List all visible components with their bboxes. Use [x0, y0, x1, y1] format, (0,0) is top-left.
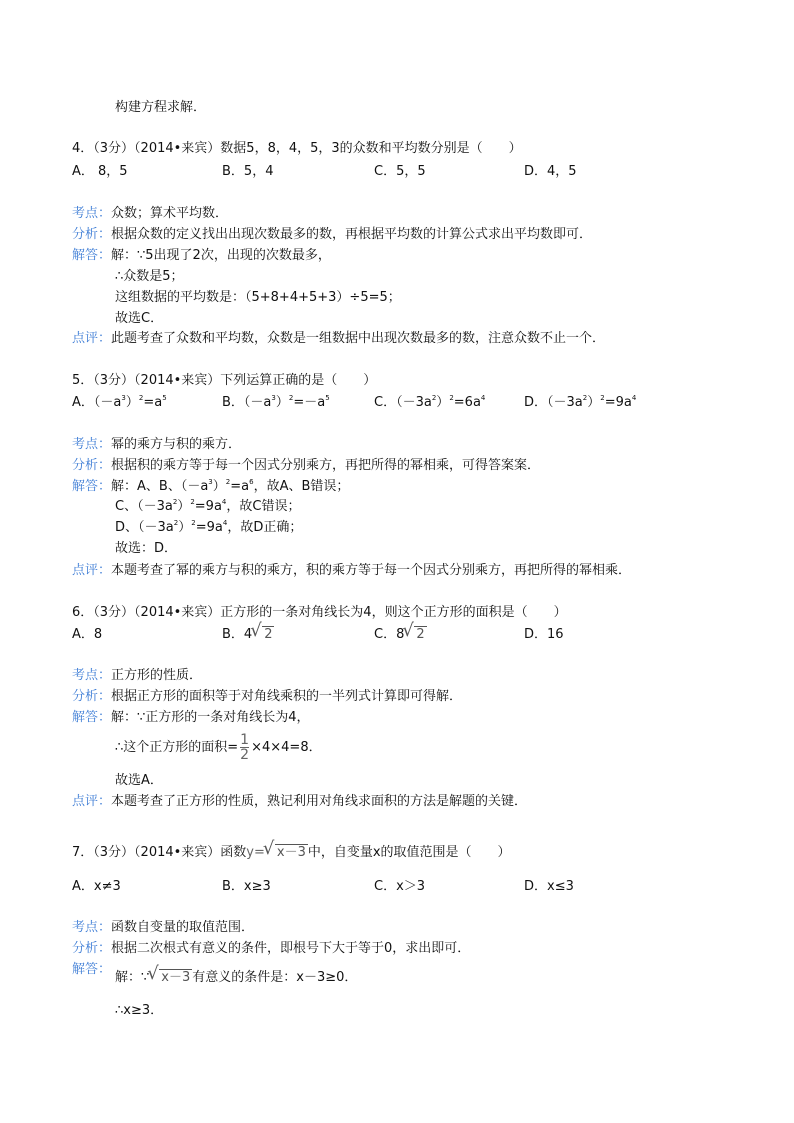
- q4-jieda: 解答：解：∵5出现了2次，出现的次数最多，: [72, 248, 331, 263]
- fenxi-label: 分析：: [72, 458, 112, 473]
- jieda-label: 解答：: [72, 962, 112, 977]
- q5-option-a: A．$(-a^3)^2=a^5$: [72, 394, 167, 410]
- q7-fenxi: 分析：根据二次根式有意义的条件，即根号下大于等于0，求出即可．: [72, 941, 471, 956]
- dianping-label: 点评：: [72, 331, 112, 346]
- fenxi-label: 分析：: [72, 689, 112, 704]
- sqrt-icon: √ x－3: [265, 845, 308, 861]
- dianping-label: 点评：: [72, 794, 112, 809]
- fenxi-label: 分析：: [72, 227, 112, 242]
- q6-stem: 6．（3分）（2014•来宾）正方形的一条对角线长为4，则这个正方形的面积是（ ）: [72, 605, 567, 620]
- q7-option-a: A．x≠3: [72, 879, 121, 894]
- q5-jieda-line: C、$(-3a^2)^2=9a^4$，故C错误；: [115, 498, 301, 514]
- q4-stem: 4．（3分）（2014•来宾）数据5，8，4，5，3的众数和平均数分别是（ ）: [72, 141, 522, 156]
- kaodian-label: 考点：: [72, 920, 112, 935]
- q5-kaodian: 考点：幂的乘方与积的乘方．: [72, 437, 242, 452]
- q4-kaodian: 考点：众数；算术平均数．: [72, 206, 229, 221]
- q4-option-c: C．5，5: [374, 164, 426, 179]
- q7-option-d: D．x≤3: [524, 879, 574, 894]
- fraction: $\frac{1}{2}$: [240, 732, 250, 763]
- q6-option-a: A．8: [72, 627, 103, 642]
- q5-dianping: 点评：本题考查了幂的乘方与积的乘方，积的乘方等于每一个因式分别乘方，再把所得的幂相乘．: [72, 563, 632, 578]
- jieda-label: 解答：: [72, 248, 112, 263]
- q4-option-d: D．4，5: [524, 164, 577, 179]
- q4-jieda-line: ∴众数是5；: [115, 269, 184, 284]
- q5-jieda: 解答：解：A、B、$(-a^3)^2=a^6$，故A、B错误；: [72, 478, 350, 494]
- sqrt-icon: √ 2: [404, 627, 426, 643]
- jieda-label: 解答：: [72, 710, 112, 725]
- q5-jieda-line: 故选：D．: [115, 541, 178, 556]
- q7-option-c: C．x＞3: [374, 879, 426, 894]
- q5-fenxi: 分析：根据积的乘方等于每一个因式分别乘方，再把所得的幂相乘，可得答案案．: [72, 458, 541, 473]
- q4-dianping: 点评：此题考查了众数和平均数，众数是一组数据中出现次数最多的数，注意众数不止一个．: [72, 331, 606, 346]
- q7-stem: 7．（3分）（2014•来宾）函数y=√ x－3 中，自变量x的取值范围是（ ）: [72, 845, 511, 861]
- q6-kaodian: 考点：正方形的性质．: [72, 668, 203, 683]
- q4-option-a: A． 8，5: [72, 164, 128, 179]
- q4-option-b: B．5，4: [222, 164, 274, 179]
- q5-option-d: D．$(-3a^2)^2=9a^4$: [524, 394, 637, 410]
- jieda-label: 解答：: [72, 479, 112, 494]
- q6-jieda-line: 故选A．: [115, 773, 163, 788]
- kaodian-label: 考点：: [72, 206, 112, 221]
- kaodian-label: 考点：: [72, 437, 112, 452]
- q7-jieda-line: 解：∵√ x－3 有意义的条件是：x－3≥0．: [115, 970, 357, 986]
- q7-jieda-label-line: [72, 962, 111, 978]
- q5-option-b: B．$(-a^3)^2=-a^5$: [222, 394, 330, 410]
- dianping-label: 点评：: [72, 563, 112, 578]
- q6-fenxi: 分析：根据正方形的面积等于对角线乘积的一半列式计算即可得解．: [72, 689, 463, 704]
- q5-jieda-line: D、$(-3a^2)^2=9a^4$，故D正确；: [115, 519, 303, 535]
- intro-line: 构建方程求解．: [115, 100, 207, 115]
- fenxi-label: 分析：: [72, 941, 112, 956]
- q5-stem: 5．（3分）（2014•来宾）下列运算正确的是（ ）: [72, 373, 377, 388]
- q7-option-b: B．x≥3: [222, 879, 271, 894]
- q6-option-b: B．4√ 2: [222, 627, 274, 643]
- q6-jieda: 解答：解：∵正方形的一条对角线长为4，: [72, 710, 310, 725]
- sqrt-icon: √ x－3: [149, 970, 192, 986]
- q7-kaodian: 考点：函数自变量的取值范围．: [72, 920, 255, 935]
- q4-fenxi: 分析：根据众数的定义找出出现次数最多的数，再根据平均数的计算公式求出平均数即可．: [72, 227, 593, 242]
- q4-jieda-line: 这组数据的平均数是：（5+8+4+5+3）÷5=5；: [115, 290, 401, 305]
- q5-option-c: C．$(-3a^2)^2=6a^4$: [374, 394, 486, 410]
- q6-dianping: 点评：本题考查了正方形的性质，熟记利用对角线求面积的方法是解题的关键．: [72, 794, 528, 809]
- q7-jieda-line: ∴x≥3．: [115, 1003, 164, 1018]
- q4-jieda-line: 故选C．: [115, 311, 164, 326]
- q6-option-d: D．16: [524, 627, 564, 642]
- q6-jieda-line: ∴这个正方形的面积= $\frac{1}{2}$ ×4×4=8．: [115, 732, 322, 763]
- sqrt-icon: √ 2: [252, 627, 274, 643]
- q6-option-c: C．8√ 2: [374, 627, 427, 643]
- kaodian-label: 考点：: [72, 668, 112, 683]
